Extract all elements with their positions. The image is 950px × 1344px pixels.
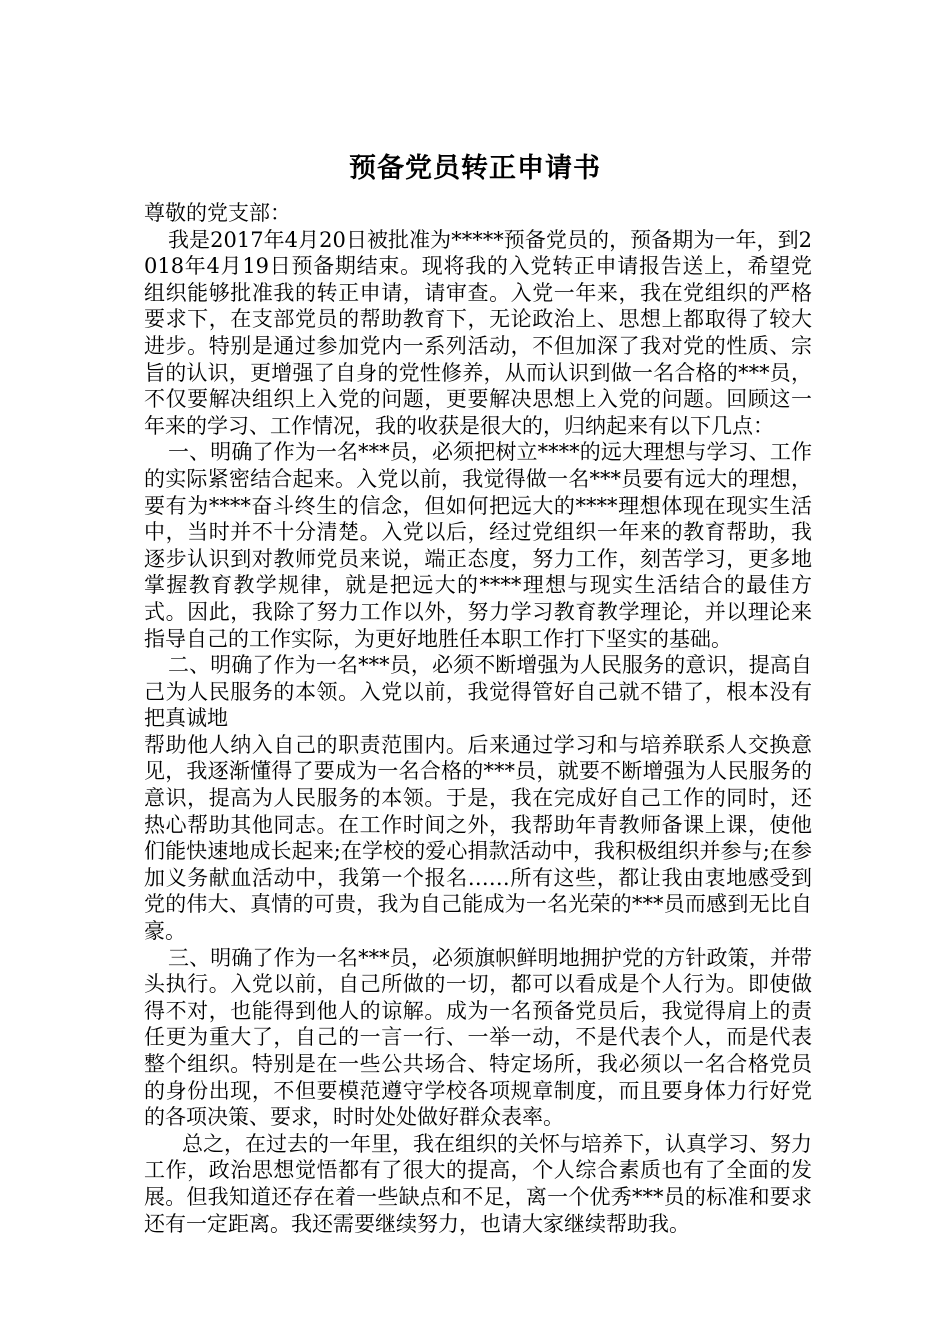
paragraph-intro: 我是2017年4月20日被批准为*****预备党员的，预备期为一年，到2018年4月19日预备期结束。现将我的入党转正申请报告送上，希望党组织能够批准我的转正申请，请审查。入党一年来，我在党组织的严格要求下，在支部党员的帮助教育下，无论政治上、思想上都取得了较大进步。特别是通过参加党内一系列活动，不但加深了我对党的性质、宗旨的认识，更增强了自身的党性修养，从而认识到做一名合格的***员，不仅要解决组织上入党的问题，更要解决思想上入党的问题。回顾这一年来的学习、工作情况，我的收获是很大的，归纳起来有以下几点： [144,227,812,438]
paragraph-point-2-part-2: 帮助他人纳入自己的职责范围内。后来通过学习和与培养联系人交换意见，我逐渐懂得了要成为一名合格的***员，就要不断增强为人民服务的意识，提高为人民服务的本领。于是，我在完成好自己工作的同时，还热心帮助其他同志。在工作时间之外，我帮助年青教师备课上课，使他们能快速地成长起来;在学校的爱心捐款活动中，我积极组织并参与;在参加义务献血活动中，我第一个报名……所有这些，都让我由衷地感受到党的伟大、真情的可贵，我为自己能成为一名光荣的***员而感到无比自豪。 [144,732,812,944]
paragraph-conclusion: 总之，在过去的一年里，我在组织的关怀与培养下，认真学习、努力工作，政治思想觉悟都有了很大的提高，个人综合素质也有了全面的发展。但我知道还存在着一些缺点和不足，离一个优秀***员的标准和要求还有一定距离。我还需要继续努力，也请大家继续帮助我。 [144,1131,812,1236]
paragraph-point-3: 三、明确了作为一名***员，必须旗帜鲜明地拥护党的方针政策，并带头执行。入党以前，自己所做的一切，都可以看成是个人行为。即使做得不对，也能得到他人的谅解。成为一名预备党员后，我觉得肩上的责任更为重大了，自己的一言一行、一举一动，不是代表个人，而是代表整个组织。特别是在一些公共场合、特定场所，我必须以一名合格党员的身份出现，不但要模范遵守学校各项规章制度，而且要身体力行好党的各项决策、要求，时时处处做好群众表率。 [144,945,812,1130]
document-title: 预备党员转正申请书 [349,153,601,185]
paragraph-point-2-part-1: 二、明确了作为一名***员，必须不断增强为人民服务的意识，提高自己为人民服务的本领。入党以前，我觉得管好自己就不错了，根本没有把真诚地 [144,653,812,731]
document-body [144,200,812,1237]
paragraph-point-1: 一、明确了作为一名***员，必须把树立****的远大理想与学习、工作的实际紧密结合起来。入党以前，我觉得做一名***员要有远大的理想，要有为****奋斗终生的信念，但如何把远大的****理想体现在现实生活中，当时并不十分清楚。入党以后，经过党组织一年来的教育帮助，我逐步认识到对教师党员来说，端正态度，努力工作，刻苦学习，更多地掌握教育教学规律，就是把远大的****理想与现实生活结合的最佳方式。因此，我除了努力工作以外，努力学习教育教学理论，并以理论来指导自己的工作实际，为更好地胜任本职工作打下坚实的基础。 [144,440,812,651]
salutation: 尊敬的党支部： [144,201,291,225]
